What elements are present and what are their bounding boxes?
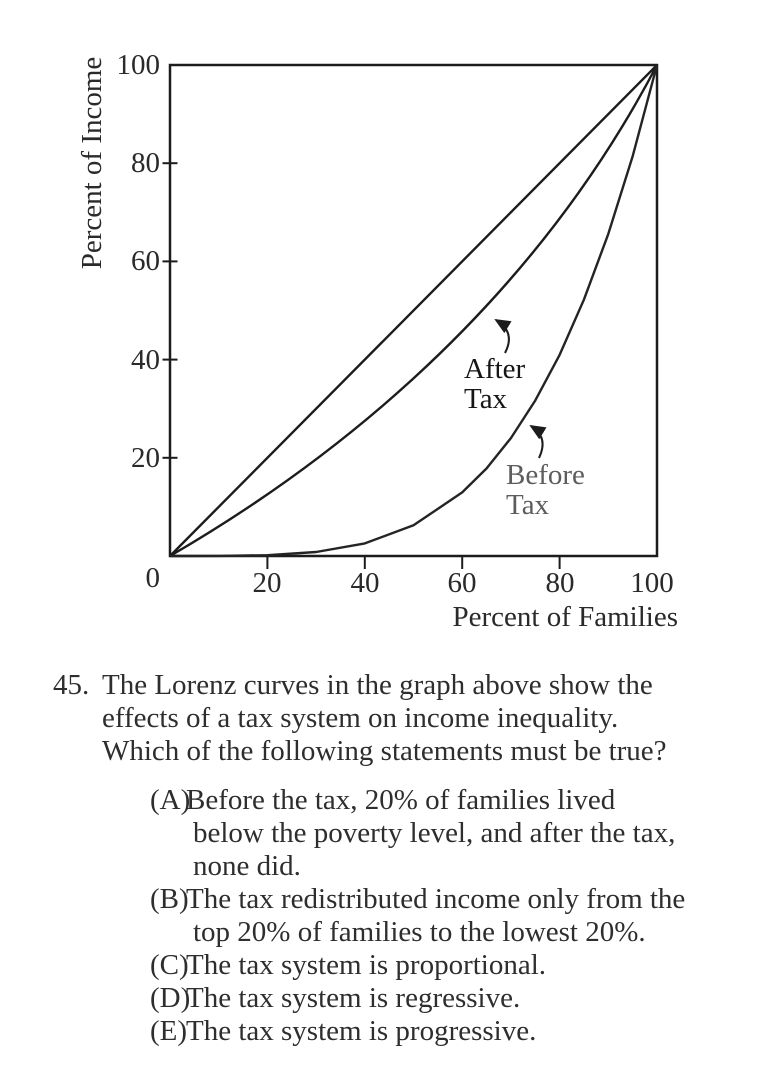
y-tick-label: 40 [131,344,160,376]
choice-A [150,784,768,883]
y-tick-label: 20 [131,442,160,474]
question-line: The Lorenz curves in the graph above show the [102,669,653,701]
x-axis-ticks [267,556,559,569]
x-axis-title: Percent of Families [452,601,678,633]
answer-choices [150,784,768,1048]
choice-line: none did. [193,850,301,882]
choice-line: below the poverty level, and after the tax, [193,817,676,849]
question-text [102,669,667,768]
after-tax-arrow-icon [496,320,509,353]
choice-line: The tax redistributed income only from the [186,883,686,915]
y-tick-label: 60 [131,245,160,277]
x-tick-label: 40 [350,567,380,599]
before-tax-label-line1: Before [506,459,585,491]
choice-label: (A) [150,784,191,816]
x-tick-label: 20 [252,567,282,599]
before-tax-label-line2: Tax [506,489,550,521]
after-tax-label-line1: After [464,353,526,385]
x-tick-label: 100 [630,567,674,599]
choice-C [150,949,768,982]
question-line: effects of a tax system on income inequality. [102,702,619,734]
question-line: Which of the following statements must be true? [102,735,667,767]
choice-label: (B) [150,883,189,915]
question-block [53,669,768,1048]
y-axis-title: Percent of Income [76,56,108,270]
choice-line: Before the tax, 20% of families lived [186,784,616,816]
x-tick-label: 60 [447,567,477,599]
origin-tick-label: 0 [145,562,160,594]
after-tax-label-line2: Tax [464,383,508,415]
y-tick-label: 80 [131,147,160,179]
choice-line: top 20% of families to the lowest 20%. [193,916,646,948]
y-tick-label: 100 [116,49,160,81]
x-tick-label: 80 [545,567,575,599]
choice-label: (C) [150,949,189,981]
choice-B [150,883,768,949]
choice-line: The tax system is proportional. [186,949,547,981]
choice-E [150,1015,768,1048]
question-number: 45. [53,669,90,701]
choice-label: (D) [150,982,191,1014]
before-tax-arrow-icon [531,426,543,458]
choice-line: The tax system is regressive. [186,982,521,1014]
choice-D [150,982,768,1015]
choice-label: (E) [150,1015,188,1047]
choice-line: The tax system is progressive. [186,1015,537,1047]
